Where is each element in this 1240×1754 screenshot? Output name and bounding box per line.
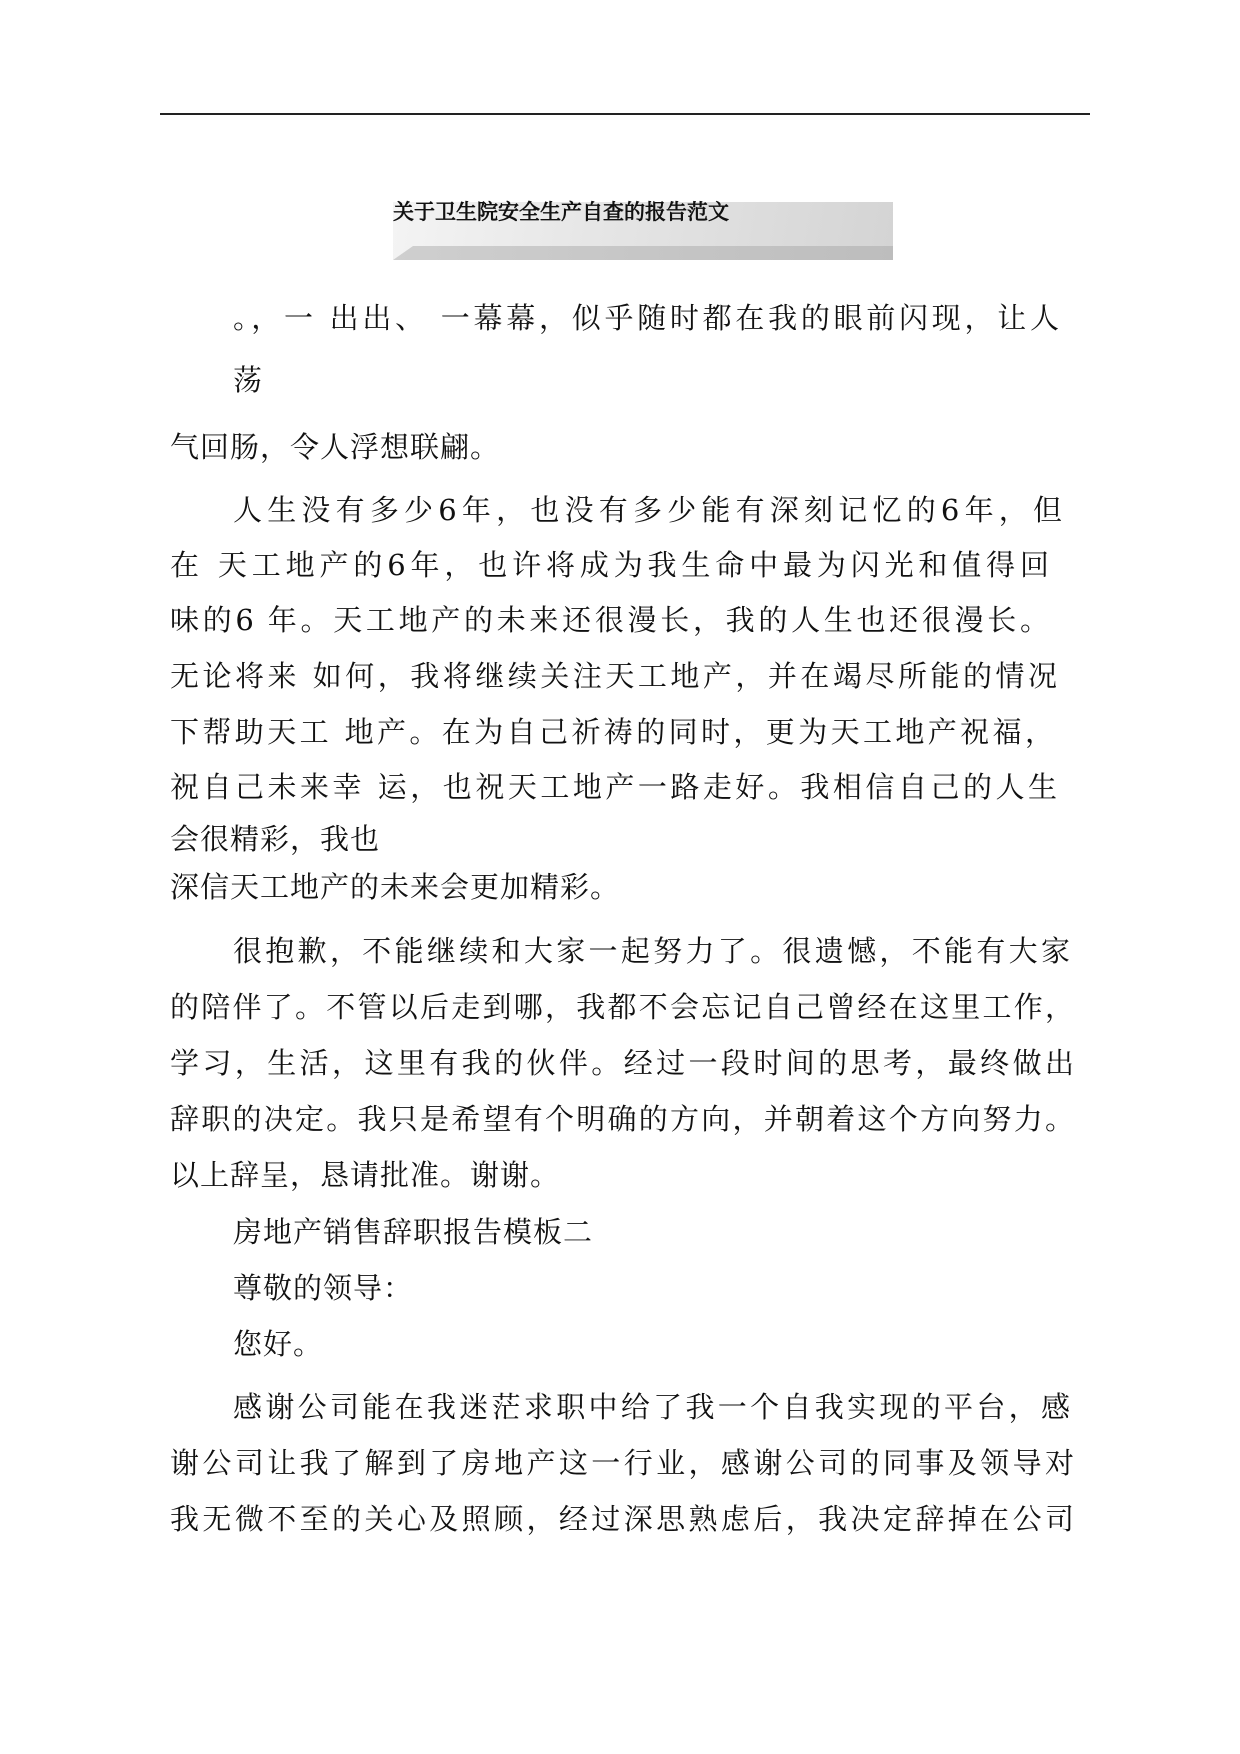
text-line: 的陪伴了。不管以后走到哪，我都不会忘记自己曾经在这里工作， [170, 990, 1075, 1024]
text-line: 下帮助天工 地产。在为自己祈祷的同时，更为天工地产祝福， [170, 715, 1055, 749]
text-line: 我无微不至的关心及照顾，经过深思熟虑后，我决定辞掉在公司 [170, 1502, 1075, 1536]
text-line: 房地产销售辞职报告模板二 [233, 1215, 594, 1249]
text-line: 气回肠，令人浮想联翩。 [170, 430, 501, 464]
text-line: 以上辞呈，恳请批准。谢谢。 [170, 1158, 561, 1192]
text-line: 很抱歉，不能继续和大家一起努力了。很遗憾，不能有大家 [233, 934, 1071, 968]
text-line: 学习，生活，这里有我的伙伴。经过一段时间的思考，最终做出 [170, 1046, 1075, 1080]
text-line: 人生没有多少6年，也没有多少能有深刻记忆的6年，但 [233, 493, 1063, 527]
text-line: 深信天工地产的未来会更加精彩。 [170, 870, 621, 904]
header-rule [160, 113, 1090, 115]
text-line: 无论将来 如何，我将继续关注天工地产，并在竭尽所能的情况 [170, 659, 1058, 693]
text-line: 在 天工地产的6年，也许将成为我生命中最为闪光和值得回 [170, 548, 1050, 582]
document-title: 关于卫生院安全生产自查的报告范文 [393, 200, 729, 224]
text-line: 味的6 年。天工地产的未来还很漫长，我的人生也还很漫长。 [170, 603, 1050, 637]
text-line: 会很精彩，我也 [170, 822, 381, 856]
text-line: 谢公司让我了解到了房地产这一行业，感谢公司的同事及领导对 [170, 1446, 1075, 1480]
text-line: 感谢公司能在我迷茫求职中给了我一个自我实现的平台，感 [233, 1390, 1071, 1424]
text-line: 祝自己未来幸 运，也祝天工地产一路走好。我相信自己的人生 [170, 770, 1058, 804]
text-line: 荡 [233, 363, 264, 397]
text-line: 。，一 出出、 一幕幕，似乎随时都在我的眼前闪现，让人 [233, 301, 1060, 335]
text-line: 尊敬的领导： [233, 1271, 414, 1305]
text-line: 您好。 [233, 1327, 324, 1361]
text-line: 辞职的决定。我只是希望有个明确的方向，并朝着这个方向努力。 [170, 1102, 1075, 1136]
